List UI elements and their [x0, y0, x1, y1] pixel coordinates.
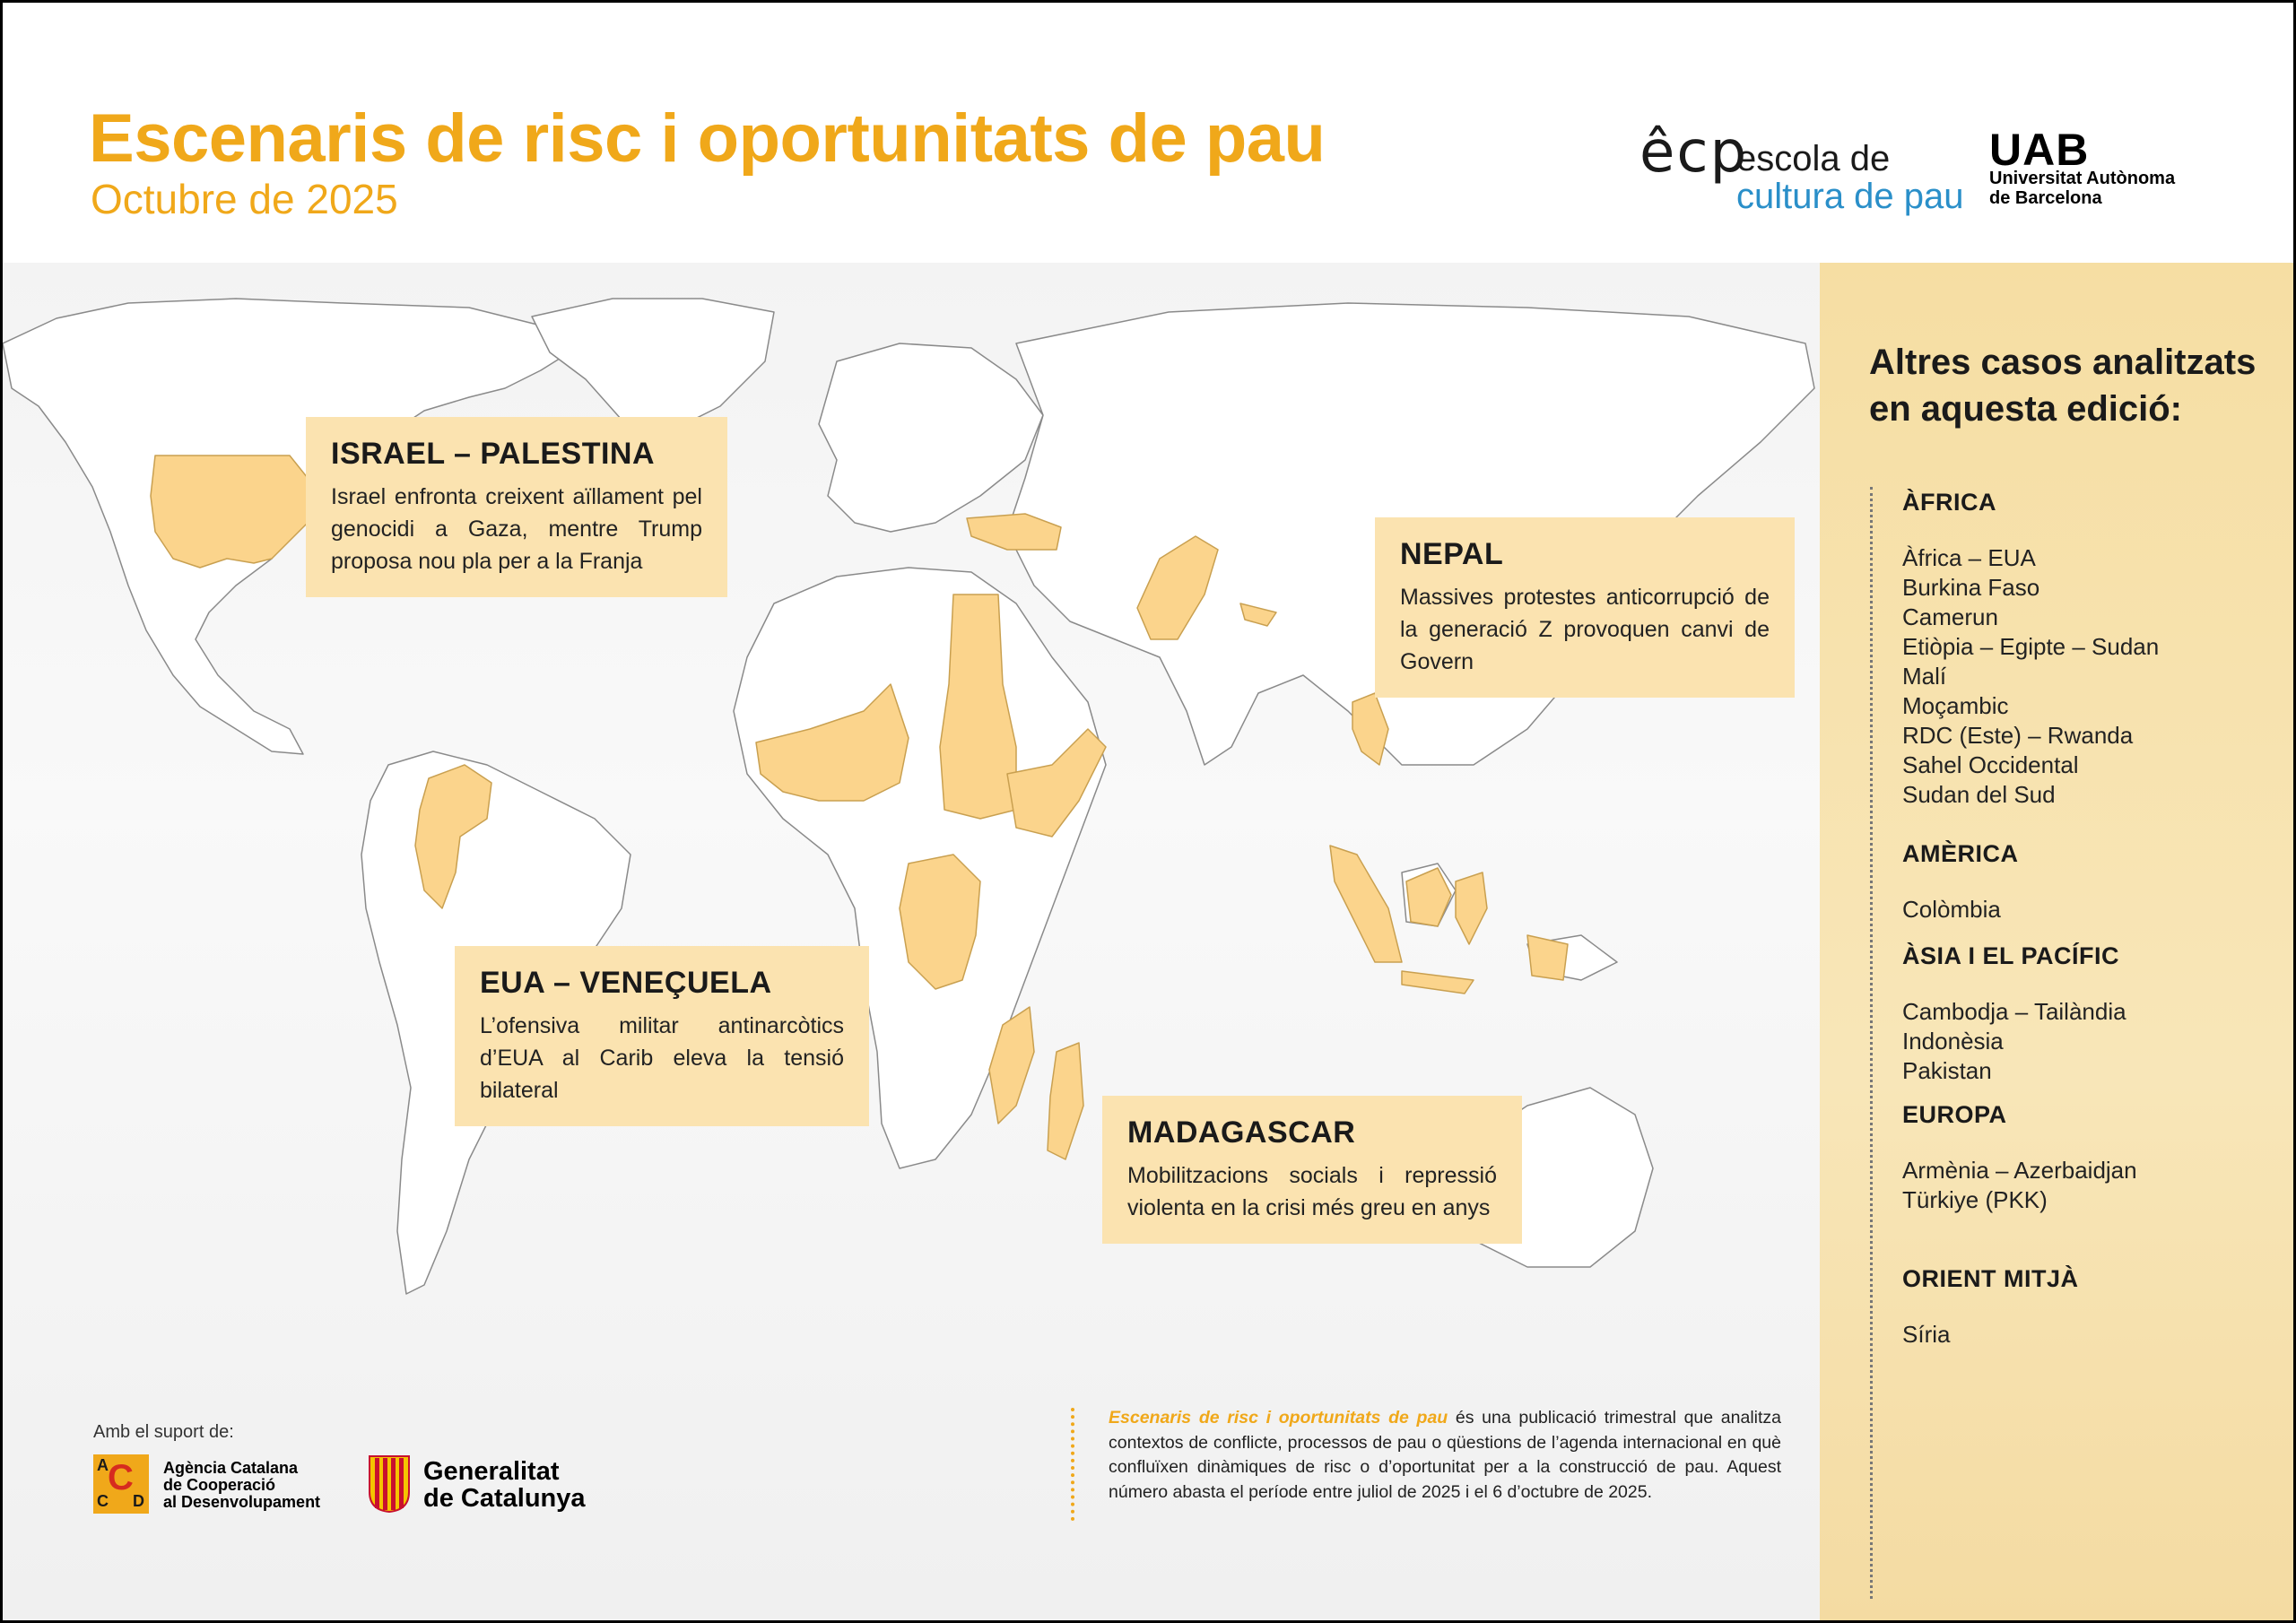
callout-madagascar: [1102, 1096, 1522, 1244]
footnote: [1073, 1406, 1781, 1505]
case-item: Àfrica – EUA: [1902, 544, 2036, 571]
case-item: Colòmbia: [1902, 896, 2001, 923]
case-item: RDC (Este) – Rwanda: [1902, 722, 2134, 749]
footnote-text: és una publicació trimestral que analitza contextos de conflicte, processos de pau o qüestions de l’agenda internacional en què confluïxen dinàmiques de risc o d’oportunitat per a la construcció de pau. Aquest número abasta el període entre juliol de 2025 i el 6 d’octubre de 2025.: [1109, 1408, 1781, 1502]
region-title: ÀFRICA: [1902, 489, 1996, 516]
page-title: Escenaris de risc i oportunitats de pau: [89, 100, 1326, 177]
ecp-logo-line2: cultura de pau: [1736, 177, 1964, 216]
region-middle-east: [1902, 1265, 2079, 1350]
highlight-indonesia-sumatra: [1330, 846, 1402, 962]
callout-eua-venezuela: [455, 946, 869, 1126]
footnote-paragraph: [1073, 1406, 1781, 1505]
ecp-logo-mark: êcp: [1639, 119, 1749, 186]
sidebar-divider: [1870, 487, 1873, 1599]
case-item: Armènia – Azerbaidjan: [1902, 1157, 2137, 1184]
uab-logo: [1989, 124, 2222, 213]
generalitat-shield-icon: [368, 1454, 411, 1514]
generalitat-logo: [368, 1454, 601, 1517]
uab-logo-mark: UAB: [1989, 125, 2090, 175]
landmass-europe: [819, 343, 1043, 532]
case-item: Türkiye (PKK): [1902, 1186, 2048, 1213]
region-asia-pacific: [1902, 942, 2126, 1086]
callout-title: NEPAL: [1400, 537, 1504, 571]
region-africa: [1902, 489, 2159, 810]
acd-logo-text: [163, 1460, 320, 1511]
acd-letter-a: A: [97, 1456, 109, 1474]
callout-title: EUA – VENEÇUELA: [480, 966, 772, 1000]
acd-letter-c: C: [97, 1492, 109, 1510]
ecp-logo-line1: escola de: [1736, 139, 1891, 178]
generalitat-line2: de Catalunya: [423, 1484, 586, 1513]
case-item: Malí: [1902, 663, 1947, 690]
case-item: Burkina Faso: [1902, 574, 2040, 601]
case-item: Síria: [1902, 1321, 1951, 1348]
acd-letter-c-big: C: [108, 1458, 134, 1497]
region-america: [1902, 840, 2019, 924]
region-europe: [1902, 1101, 2137, 1215]
world-map-area: [3, 263, 1820, 1620]
case-item: Cambodja – Tailàndia: [1902, 998, 2126, 1025]
footnote-title: Escenaris de risc i oportunitats de pau: [1109, 1408, 1448, 1428]
callout-title: ISRAEL – PALESTINA: [331, 437, 656, 471]
case-item: Sudan del Sud: [1902, 781, 2056, 808]
ecp-logo: [1639, 119, 1962, 218]
callout-text: Massives protestes anticorrupció de la generació Z provoquen canvi de Govern: [1400, 585, 1770, 674]
callout-title: MADAGASCAR: [1127, 1115, 1356, 1150]
generalitat-line1: Generalitat: [423, 1457, 560, 1486]
acd-line2: de Cooperació: [163, 1476, 276, 1494]
region-title: ÀSIA I EL PACÍFIC: [1902, 942, 2120, 969]
case-item: Sahel Occidental: [1902, 751, 2079, 778]
acd-logo: [93, 1454, 335, 1517]
uab-logo-line2: de Barcelona: [1989, 188, 2102, 208]
acd-logo-mark: [93, 1454, 149, 1514]
callout-israel-palestina: [306, 417, 727, 597]
case-item: Indonèsia: [1902, 1028, 2004, 1055]
highlight-madagascar: [1048, 1043, 1083, 1159]
case-item: Moçambic: [1902, 692, 2009, 719]
support-label: Amb el suport de:: [93, 1422, 234, 1442]
callout-nepal: [1375, 517, 1795, 698]
landmass-greenland: [532, 299, 774, 433]
highlight-usa: [151, 456, 326, 568]
page-subtitle: Octubre de 2025: [91, 176, 398, 222]
acd-letter-d: D: [133, 1492, 144, 1510]
acd-line3: al Desenvolupament: [163, 1493, 321, 1511]
region-title: AMÈRICA: [1902, 840, 2019, 867]
generalitat-logo-text: [423, 1458, 586, 1512]
sidebar-title: Altres casos analitzats en aquesta edició:: [1869, 343, 2257, 429]
callout-text: Mobilitzacions socials i repressió violenta en la crisi més greu en anys: [1127, 1163, 1497, 1220]
callout-text: L’ofensiva militar antinarcòtics d’EUA al Carib eleva la tensió bilateral: [480, 1013, 844, 1103]
region-title: ORIENT MITJÀ: [1902, 1265, 2079, 1292]
footnote-divider: [1071, 1408, 1074, 1521]
case-item: Pakistan: [1902, 1057, 1992, 1084]
uab-logo-line1: Universitat Autònoma: [1989, 169, 2176, 188]
highlight-indonesia-sulawesi: [1456, 872, 1487, 944]
highlight-indonesia-java: [1402, 971, 1474, 994]
acd-line1: Agència Catalana: [163, 1459, 299, 1477]
sidebar-other-cases: [1820, 263, 2293, 1620]
callout-text: Israel enfronta creixent aïllament pel genocidi a Gaza, mentre Trump proposa nou pla per a la Franja: [331, 484, 702, 574]
case-item: Etiòpia – Egipte – Sudan: [1902, 633, 2160, 660]
case-item: Camerun: [1902, 603, 1998, 630]
header: [3, 3, 2293, 263]
region-title: EUROPA: [1902, 1101, 2007, 1128]
